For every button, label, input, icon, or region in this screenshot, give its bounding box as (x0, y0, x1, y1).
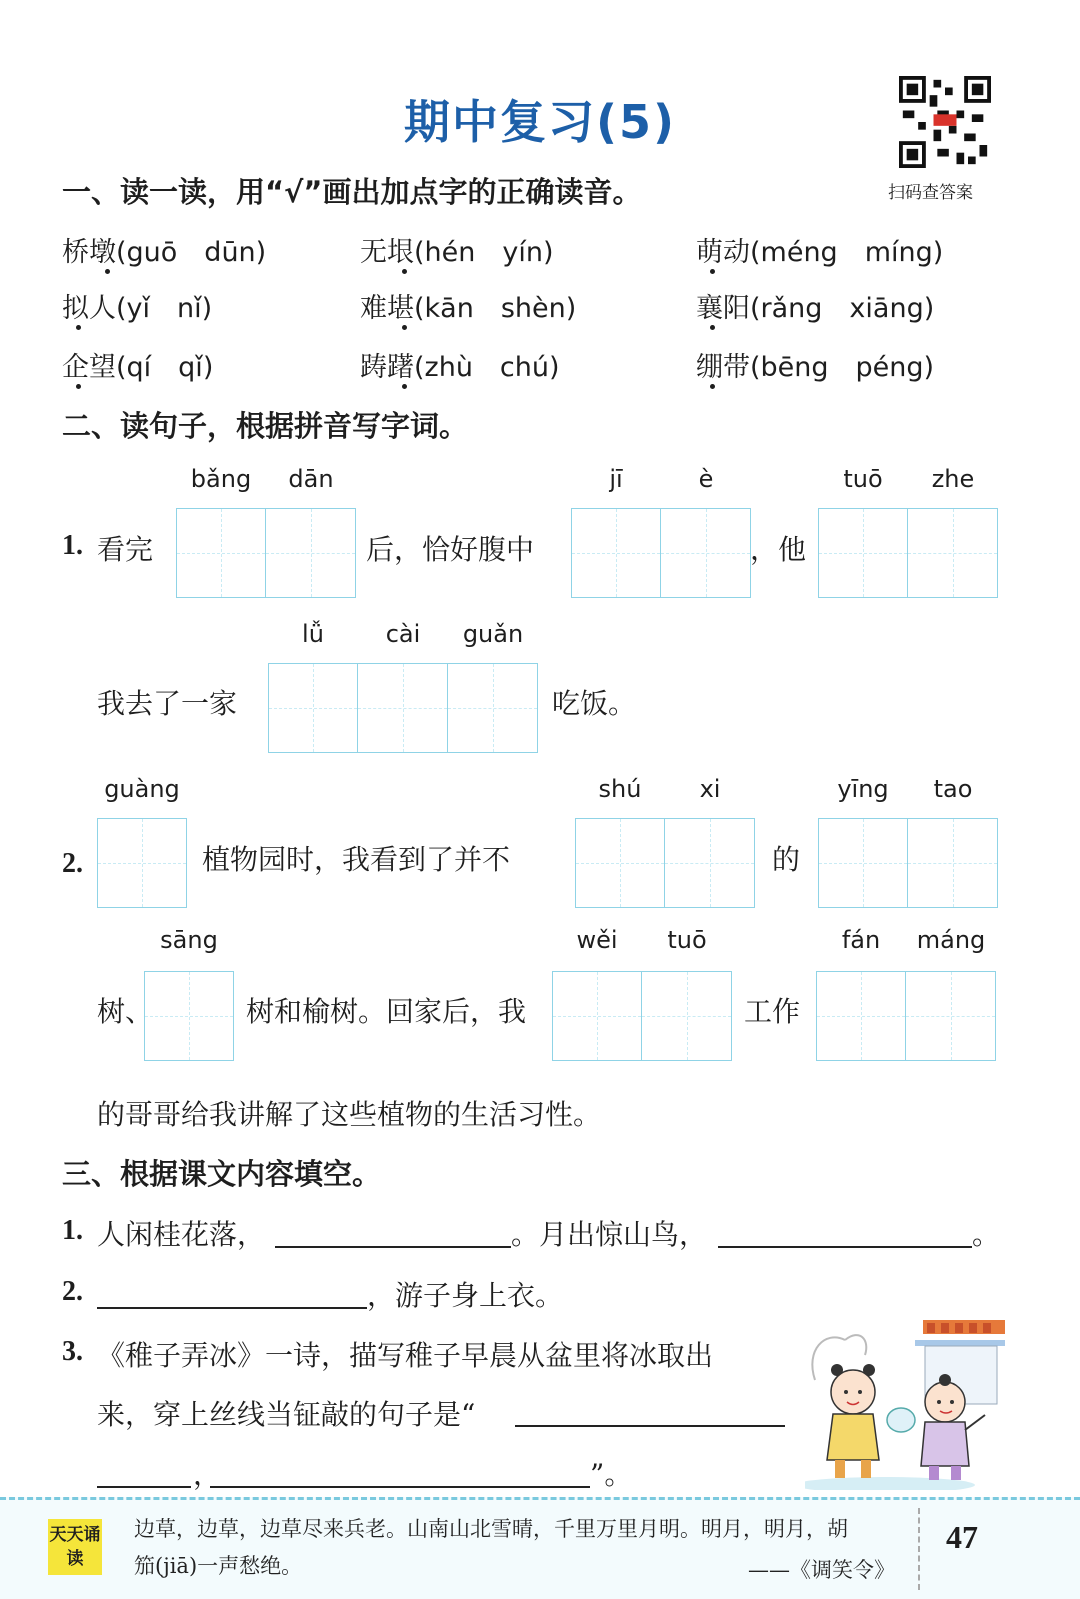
pinyin-label: jī (609, 465, 623, 493)
sentence-text: ，游子身上衣。 (367, 1279, 564, 1312)
reading-item: 萌动(méng míng) (696, 237, 944, 268)
grid-cell[interactable] (818, 818, 908, 908)
grid-cell[interactable] (906, 971, 996, 1061)
grid-cell[interactable] (268, 663, 358, 753)
sentence-text: 。月出惊山鸟， (511, 1218, 708, 1251)
pinyin-label: wěi (576, 926, 618, 954)
grid-cell[interactable] (448, 663, 538, 753)
qr-code-icon[interactable] (897, 76, 993, 168)
footer-divider (918, 1508, 920, 1590)
sentence-text: 树和榆树。回家后，我 (246, 995, 527, 1028)
writing-grid[interactable] (571, 508, 751, 598)
reading-item: 踌躇(zhù chú) (360, 352, 560, 383)
writing-grid[interactable] (176, 508, 356, 598)
grid-cell[interactable] (144, 971, 234, 1061)
reading-item: 绷带(bēng péng) (696, 352, 935, 383)
fill-blank[interactable] (210, 1486, 590, 1488)
qr-label: 扫码查答案 (888, 183, 973, 203)
grid-cell[interactable] (358, 663, 448, 753)
pinyin-label: shú (598, 775, 642, 803)
pinyin-label: sāng (160, 926, 218, 954)
question-number: 1. (62, 530, 83, 561)
writing-grid[interactable] (552, 971, 732, 1061)
writing-grid[interactable] (144, 971, 234, 1061)
sentence-text: ， (193, 1458, 222, 1491)
grid-cell[interactable] (176, 508, 266, 598)
emphasis-dot (402, 325, 407, 330)
reading-item: 无垠(hén yín) (360, 237, 554, 268)
question-number: 2. (62, 1276, 83, 1307)
pinyin-label: zhe (931, 465, 975, 493)
writing-grid[interactable] (97, 818, 187, 908)
pinyin-label: è (698, 465, 714, 493)
grid-cell[interactable] (642, 971, 732, 1061)
pinyin-label: guǎn (462, 620, 524, 648)
sentence-text: 。 (972, 1218, 1001, 1251)
reading-item: 企望(qí qǐ) (62, 352, 214, 383)
emphasis-dot (105, 269, 110, 274)
sentence-text: ，他 (750, 533, 807, 566)
pinyin-label: xi (699, 775, 721, 803)
emphasis-dot (76, 325, 81, 330)
question-number: 3. (62, 1336, 83, 1367)
emphasis-dot (710, 384, 715, 389)
pinyin-label: dān (288, 465, 334, 493)
grid-cell[interactable] (97, 818, 187, 908)
emphasis-dot (76, 384, 81, 389)
writing-grid[interactable] (818, 508, 998, 598)
daily-reading-badge: 天天诵读 (48, 1519, 102, 1575)
sentence-text: 吃饭。 (552, 687, 637, 720)
pinyin-label: tao (933, 775, 973, 803)
emphasis-dot (710, 269, 715, 274)
emphasis-dot (710, 325, 715, 330)
emphasis-dot (402, 269, 407, 274)
writing-grid[interactable] (816, 971, 996, 1061)
grid-cell[interactable] (816, 971, 906, 1061)
grid-cell[interactable] (266, 508, 356, 598)
sentence-text: 植物园时，我看到了并不 (202, 843, 511, 876)
grid-cell[interactable] (571, 508, 661, 598)
poem-line: 笳(jiā)一声愁绝。 (134, 1554, 303, 1578)
sentence-text: 树、 (97, 995, 154, 1028)
pinyin-label: bǎng (190, 465, 252, 493)
poem-line: 边草，边草，边草尽来兵老。山南山北雪晴，千里万里月明。明月，明月，胡 (134, 1517, 848, 1541)
fill-blank[interactable] (97, 1486, 191, 1488)
pinyin-label: tuō (667, 926, 707, 954)
pinyin-label: yīng (837, 775, 889, 803)
children-illustration (805, 1320, 1005, 1490)
sentence-text: 人闲桂花落， (97, 1218, 266, 1251)
pinyin-label: guàng (104, 775, 180, 803)
reading-item: 难堪(kān shèn) (360, 293, 577, 324)
emphasis-dot (402, 384, 407, 389)
section-3-heading: 三、根据课文内容填空。 (62, 1157, 382, 1191)
grid-cell[interactable] (661, 508, 751, 598)
question-number: 1. (62, 1215, 83, 1246)
grid-cell[interactable] (908, 818, 998, 908)
fill-blank[interactable] (275, 1246, 511, 1248)
sentence-text: 我去了一家 (97, 687, 238, 720)
question-number: 2. (62, 848, 83, 879)
reading-item: 拟人(yǐ nǐ) (62, 293, 213, 324)
sentence-text: 来，穿上丝线当钲敲的句子是“ (97, 1398, 476, 1431)
section-2-heading: 二、读句子，根据拼音写字词。 (62, 409, 469, 443)
poem-source: ——《调笑令》 (748, 1558, 895, 1582)
sentence-text: 看完 (97, 533, 154, 566)
pinyin-label: tuō (843, 465, 883, 493)
reading-item: 襄阳(rǎng xiāng) (696, 293, 935, 324)
sentence-text: ”。 (590, 1458, 633, 1491)
fill-blank[interactable] (97, 1307, 367, 1309)
grid-cell[interactable] (908, 508, 998, 598)
pinyin-label: máng (916, 926, 986, 954)
grid-cell[interactable] (818, 508, 908, 598)
section-1-heading: 一、读一读，用“√”画出加点字的正确读音。 (62, 175, 642, 209)
writing-grid[interactable] (575, 818, 755, 908)
pinyin-label: cài (385, 620, 421, 648)
fill-blank[interactable] (515, 1425, 785, 1427)
fill-blank[interactable] (718, 1246, 972, 1248)
writing-grid[interactable] (818, 818, 998, 908)
pinyin-label: fán (841, 926, 881, 954)
grid-cell[interactable] (575, 818, 665, 908)
page-number: 47 (946, 1519, 978, 1555)
sentence-text: 后，恰好腹中 (366, 533, 535, 566)
reading-item: 桥墩(guō dūn) (62, 237, 267, 268)
sentence-text: 《稚子弄冰》一诗，描写稚子早晨从盆里将冰取出 (97, 1339, 714, 1372)
grid-cell[interactable] (552, 971, 642, 1061)
grid-cell[interactable] (665, 818, 755, 908)
sentence-text: 的哥哥给我讲解了这些植物的生活习性。 (97, 1098, 602, 1131)
sentence-text: 的 (772, 843, 801, 876)
sentence-text: 工作 (744, 995, 801, 1028)
page-title: 期中复习(5) (403, 95, 677, 149)
pinyin-label: lǚ (302, 620, 324, 648)
writing-grid[interactable] (268, 663, 538, 753)
